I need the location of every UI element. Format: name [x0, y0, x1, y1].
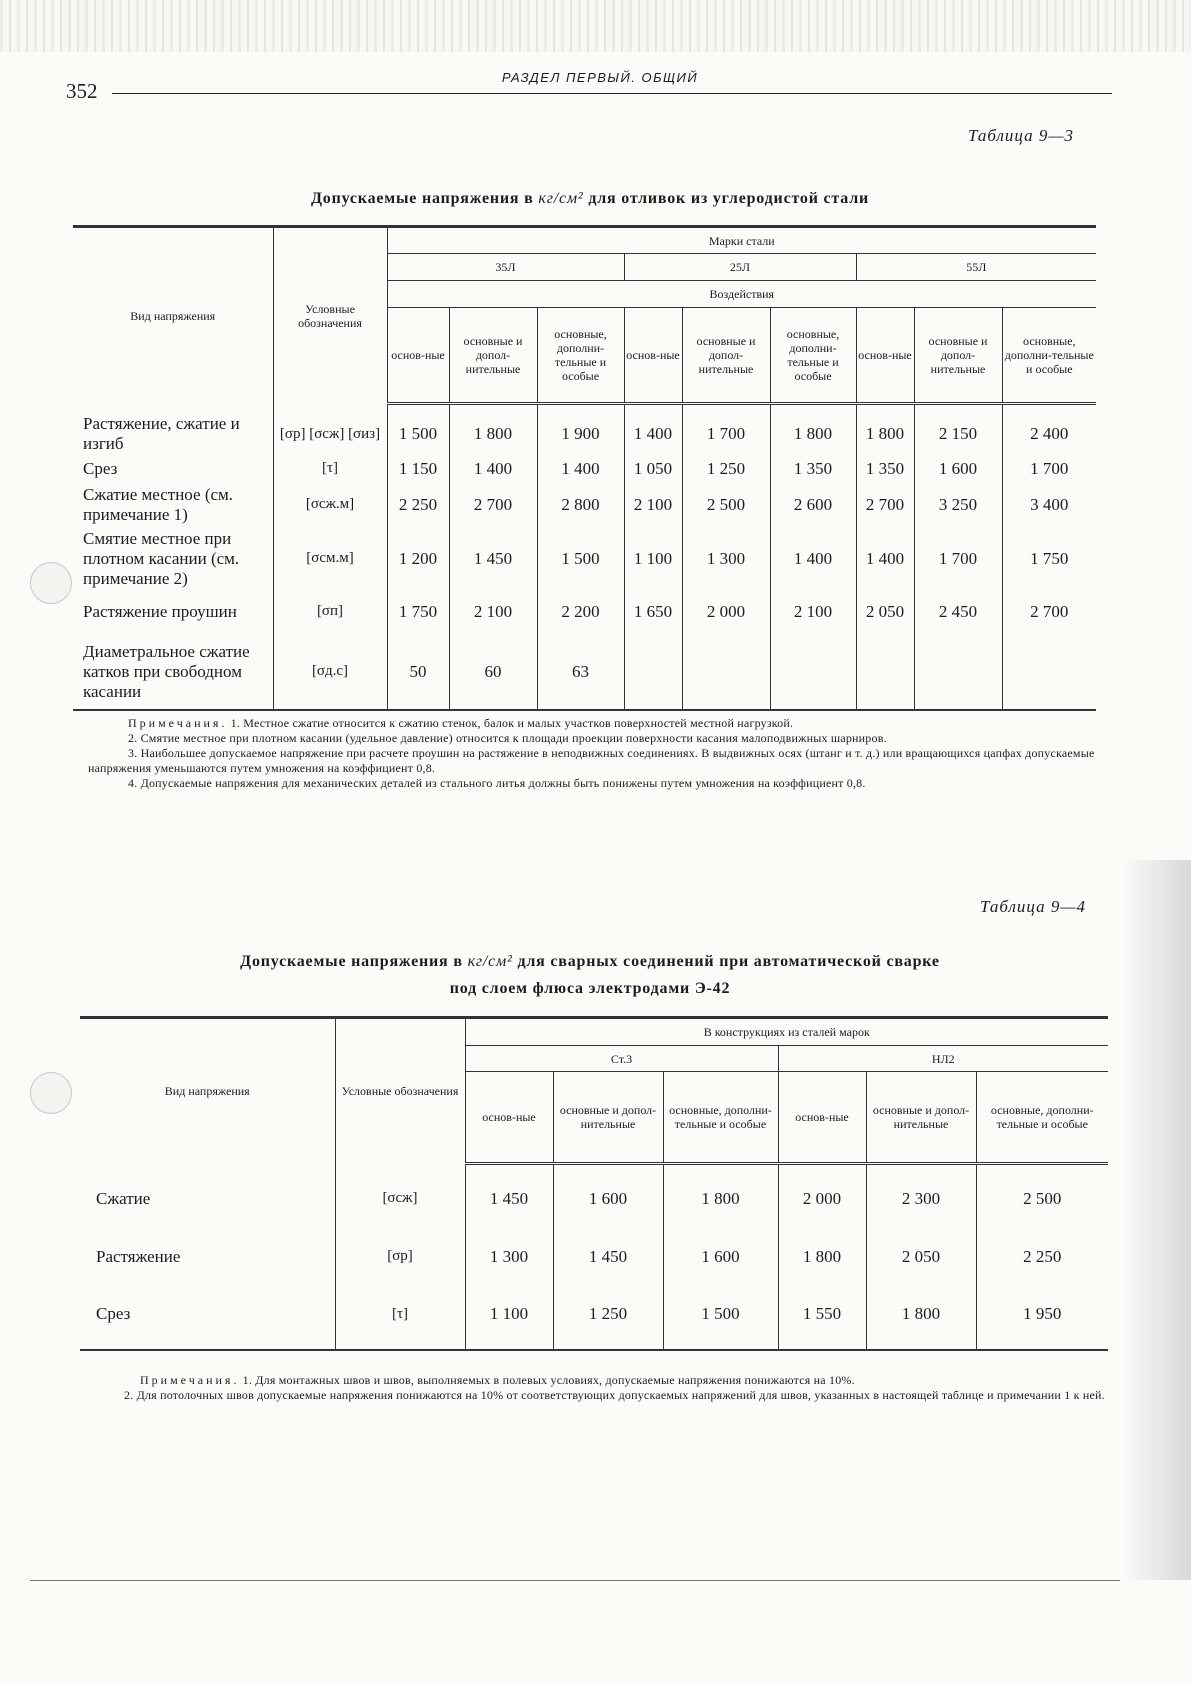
note-2: 2. Смятие местное при плотном касании (удельное давление) относится к площади проекции поверхности касания малоподвижных шарниров. [128, 731, 887, 745]
t2-cell: 1 300 [465, 1234, 553, 1280]
t1-cell: 60 [449, 635, 537, 710]
scan-shadow-right [1121, 860, 1191, 1580]
t2-grade-st3: Ст.3 [465, 1046, 778, 1072]
t1-load-basic: основ-ные [856, 308, 914, 404]
table2-caption: Допускаемые напряжения в кг/см² для сварных соединений при автоматической сварке [240, 953, 940, 970]
t2-load-basic-additional: основные и допол-нительные [866, 1072, 976, 1164]
t2-cell: 1 550 [778, 1280, 866, 1350]
t1-load-basic: основ-ные [387, 308, 449, 404]
t1-cell: 2 200 [537, 589, 624, 635]
t1-cell: 1 700 [914, 529, 1002, 589]
t2-row-name: Срез [96, 1304, 131, 1323]
t1-cell: 2 250 [387, 481, 449, 529]
t2-cell: 1 600 [663, 1234, 778, 1280]
t1-row-symbol: [σсм.м] [273, 529, 387, 589]
t2-cell: 1 950 [976, 1280, 1108, 1350]
t1-load-basic: основ-ные [624, 308, 682, 404]
t1-cell: 1 750 [1002, 529, 1096, 589]
t1-row-symbol: [τ] [273, 457, 387, 481]
t1-cell: 1 600 [914, 457, 1002, 481]
t1-cell: 1 400 [449, 457, 537, 481]
t1-row-name: Срез [83, 458, 118, 478]
t1-cell [682, 635, 770, 710]
t1-load-basic-additional-special: основные, дополни-тельные и особые [770, 308, 856, 404]
t1-cell [770, 635, 856, 710]
t1-cell: 2 450 [914, 589, 1002, 635]
t1-cell: 2 000 [682, 589, 770, 635]
t1-cell: 1 450 [449, 529, 537, 589]
t1-cell: 1 250 [682, 457, 770, 481]
t2-cell: 2 000 [778, 1164, 866, 1234]
t2-row-symbol: [τ] [335, 1280, 465, 1350]
t1-header-stress-type: Вид напряжения [130, 308, 216, 323]
table2-notes [84, 1373, 1114, 1403]
t1-cell: 1 700 [682, 412, 770, 457]
t1-cell: 1 400 [537, 457, 624, 481]
table-row [73, 589, 1096, 635]
t1-cell: 1 900 [537, 412, 624, 457]
table2-caption-line2: под слоем флюса электродами Э-42 [449, 980, 731, 997]
table2 [80, 1016, 1108, 1351]
t1-header-effects: Воздействия [387, 281, 1096, 308]
table-row [80, 1234, 1108, 1280]
t2-cell: 2 500 [976, 1164, 1108, 1234]
table1-notes [88, 716, 1118, 791]
note-2: 2. Для потолочных швов допускаемые напряжения понижаются на 10% от соответствующих допускаемых напряжений для швов, указанных в настоящей таблице и примечании 1 к ней. [124, 1388, 1105, 1402]
t2-load-basic-additional: основные и допол-нительные [553, 1072, 663, 1164]
t1-cell: 2 100 [624, 481, 682, 529]
bottom-rule [30, 1580, 1120, 1581]
t2-cell: 1 450 [553, 1234, 663, 1280]
t2-row-name: Растяжение [96, 1246, 181, 1266]
t2-load-basic: основ-ные [465, 1072, 553, 1164]
table-row [73, 457, 1096, 481]
t2-load-basic-additional-special: основные, дополни-тельные и особые [976, 1072, 1108, 1164]
t1-cell: 1 150 [387, 457, 449, 481]
t1-header-steel-grades: Марки стали [387, 227, 1096, 254]
table2-number: Таблица 9—4 [980, 897, 1086, 916]
t2-cell: 1 800 [663, 1164, 778, 1234]
t1-cell [1002, 635, 1096, 710]
t1-cell [856, 635, 914, 710]
t2-cell: 1 450 [465, 1164, 553, 1234]
t2-cell: 2 050 [866, 1234, 976, 1280]
t1-row-name: Смятие местное при плотном касании (см. примечание 2) [83, 528, 240, 588]
t1-cell: 1 400 [770, 529, 856, 589]
t1-cell: 2 050 [856, 589, 914, 635]
t1-cell: 2 150 [914, 412, 1002, 457]
t1-row-symbol: [σд.с] [273, 635, 387, 710]
table-row [80, 1164, 1108, 1234]
t1-cell: 1 400 [856, 529, 914, 589]
t1-load-basic-additional: основные и допол-нительные [682, 308, 770, 404]
t1-cell: 3 400 [1002, 481, 1096, 529]
t1-row-name: Диаметральное сжатие катков при свободном касании [83, 641, 250, 701]
t2-load-basic-additional-special: основные, дополни-тельные и особые [663, 1072, 778, 1164]
t1-row-symbol: [σр] [σсж] [σиз] [273, 412, 387, 457]
t1-cell: 1 050 [624, 457, 682, 481]
t1-row-name: Сжатие местное (см. примечание 1) [83, 484, 234, 524]
t1-cell: 2 700 [1002, 589, 1096, 635]
t1-cell: 1 300 [682, 529, 770, 589]
t1-cell: 1 100 [624, 529, 682, 589]
t2-row-symbol: [σсж] [335, 1164, 465, 1234]
running-head: РАЗДЕЛ ПЕРВЫЙ. ОБЩИЙ [501, 70, 699, 85]
table1 [73, 225, 1096, 711]
t1-cell: 1 350 [770, 457, 856, 481]
notes-heading: Примечания. [140, 1373, 240, 1387]
t1-cell: 2 500 [682, 481, 770, 529]
t1-row-name: Растяжение проушин [83, 601, 237, 621]
t1-cell: 50 [387, 635, 449, 710]
t1-cell: 1 800 [770, 412, 856, 457]
note-4: 4. Допускаемые напряжения для механических деталей из стального литья должны быть понижены путем умножения на коэффициент 0,8. [128, 776, 866, 790]
t1-cell: 2 400 [1002, 412, 1096, 457]
t1-cell: 1 400 [624, 412, 682, 457]
t2-cell: 1 800 [866, 1280, 976, 1350]
t1-load-basic-additional: основные и допол-нительные [449, 308, 537, 404]
t2-row-symbol: [σр] [335, 1234, 465, 1280]
note-3: 3. Наибольшее допускаемое напряжение при расчете проушин на растяжение в неподвижных соединениях. В выдвижных осях (штанг и т. д.) или вращающихся цапфах допускаемые напряжения уменьшаются путем умножения на коэффициент 0,8. [88, 746, 1095, 775]
punch-hole [30, 562, 72, 604]
t1-cell: 1 750 [387, 589, 449, 635]
scan-noise-top [0, 0, 1191, 52]
t1-row-name: Растяжение, сжатие и изгиб [83, 414, 240, 453]
t1-load-basic-additional-special: основные, дополни-тельные и особые [537, 308, 624, 404]
table-row [73, 635, 1096, 710]
t1-cell: 2 700 [856, 481, 914, 529]
note-1: 1. Местное сжатие относится к сжатию стенок, балок и малых участков поверхностей местной нагрузкой. [230, 716, 794, 730]
t1-header-symbol: Условные обозначения [273, 227, 387, 404]
table1-caption: Допускаемые напряжения в кг/см² для отливок из углеродистой стали [310, 190, 870, 207]
t2-cell: 1 500 [663, 1280, 778, 1350]
t2-cell: 1 100 [465, 1280, 553, 1350]
t1-cell: 1 200 [387, 529, 449, 589]
t1-cell: 1 700 [1002, 457, 1096, 481]
t2-cell: 1 250 [553, 1280, 663, 1350]
t2-cell: 1 600 [553, 1164, 663, 1234]
header-rule [112, 93, 1112, 94]
t1-row-symbol: [σсж.м] [273, 481, 387, 529]
t1-grade-35l: 35Л [387, 254, 624, 281]
table1-number: Таблица 9—3 [968, 126, 1074, 145]
t2-cell: 2 300 [866, 1164, 976, 1234]
t2-cell: 2 250 [976, 1234, 1108, 1280]
t1-cell: 1 800 [856, 412, 914, 457]
t1-cell: 63 [537, 635, 624, 710]
t1-load-basic-additional: основные и допол-нительные [914, 308, 1002, 404]
t2-header-symbol: Условные обозначения [335, 1018, 465, 1164]
t2-header-group: В конструкциях из сталей марок [465, 1018, 1108, 1046]
t1-cell: 2 800 [537, 481, 624, 529]
t1-grade-55l: 55Л [856, 254, 1096, 281]
t2-grade-nl2: НЛ2 [778, 1046, 1108, 1072]
page-number: 352 [66, 79, 98, 103]
t1-cell [914, 635, 1002, 710]
t1-cell: 1 800 [449, 412, 537, 457]
note-1: 1. Для монтажных швов и швов, выполняемых в полевых условиях, допускаемые напряжения понижаются на 10%. [242, 1373, 855, 1387]
punch-hole [30, 1072, 72, 1114]
table-row [80, 1280, 1108, 1350]
t2-cell: 1 800 [778, 1234, 866, 1280]
t2-header-stress-type: Вид напряжения [164, 1084, 250, 1099]
t1-load-basic-additional-special: основные, дополни-тельные и особые [1002, 308, 1096, 404]
t1-cell: 1 650 [624, 589, 682, 635]
t1-cell: 2 100 [770, 589, 856, 635]
t1-cell [624, 635, 682, 710]
t1-cell: 2 100 [449, 589, 537, 635]
t1-row-symbol: [σп] [273, 589, 387, 635]
t2-row-name: Сжатие [96, 1188, 151, 1208]
t1-cell: 2 600 [770, 481, 856, 529]
t1-cell: 1 500 [537, 529, 624, 589]
table-row [73, 481, 1096, 529]
notes-heading: Примечания. [128, 716, 228, 730]
t1-grade-25l: 25Л [624, 254, 856, 281]
t2-load-basic: основ-ные [778, 1072, 866, 1164]
table-row [73, 529, 1096, 589]
t1-cell: 3 250 [914, 481, 1002, 529]
t1-cell: 1 350 [856, 457, 914, 481]
table-row [73, 412, 1096, 457]
t1-cell: 1 500 [387, 412, 449, 457]
t1-cell: 2 700 [449, 481, 537, 529]
